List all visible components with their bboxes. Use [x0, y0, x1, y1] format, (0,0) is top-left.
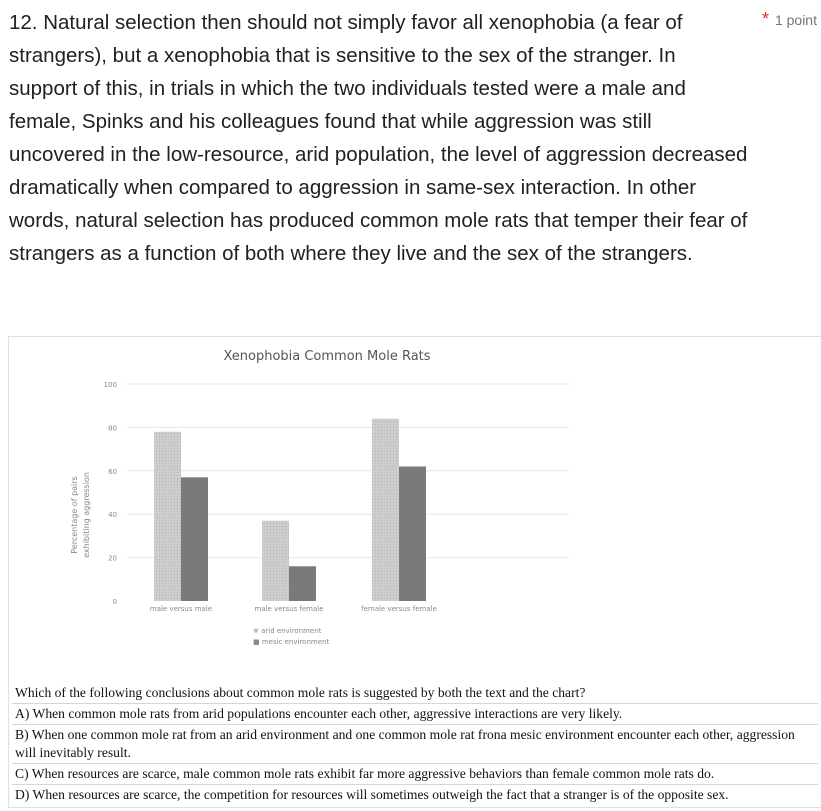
chart-figure [8, 336, 821, 808]
x-tick-label: female versus female [361, 605, 437, 613]
bar-arid-1 [262, 521, 289, 601]
legend-entry-mesic: ■ mesic environment [253, 638, 330, 646]
required-mark: * [761, 9, 769, 29]
y-tick-label: 100 [103, 381, 117, 389]
bar-arid-0 [154, 432, 181, 601]
choice-d[interactable]: D) When resources are scarce, the competition for resources will sometimes outweigh the fact that a stranger is of the opposite sex. [12, 784, 818, 805]
y-tick-label: 0 [112, 598, 117, 606]
prompt-question: Which of the following conclusions about common mole rats is suggested by both the text and the chart? [15, 685, 586, 700]
question-text: 12. Natural selection then should not simply favor all xenophobia (a fear of strangers), but a xenophobia that is sensitive to the sex of the stranger. In support of this, in trials in which the two individuals tested were a male and female, Spinks and his colleagues found that while aggression was still uncovered in the low-resource, arid population, the level of aggression decreased dramatically when compared to aggression in same-sex interaction. In other words, natural selection has produced common mole rats that temper their fear of strangers as a function of both where they live and the sex of the strangers. [9, 11, 748, 265]
y-axis-label-line2: exhibiting aggression [82, 472, 91, 558]
bar-mesic-0 [181, 477, 208, 601]
bar-mesic-2 [399, 466, 426, 601]
y-tick-label: 20 [108, 554, 117, 563]
chart-title: Xenophobia Common Mole Rats [223, 349, 431, 364]
choice-c[interactable]: C) When resources are scarce, male common mole rats exhibit far more aggressive behaviors than female common mole rats do. [12, 763, 818, 784]
points-label [762, 9, 817, 30]
bar-arid-2 [372, 419, 399, 601]
y-axis-label-line1: Percentage of pairs [70, 476, 79, 554]
choice-a[interactable]: A) When common mole rats from arid populations encounter each other, aggressive interactions are very likely. [12, 703, 818, 724]
points-value: 1 point [774, 12, 817, 28]
x-tick-labels [150, 605, 437, 613]
legend-entry-arid: ※ arid environment [253, 627, 322, 635]
bar-mesic-1 [289, 566, 316, 601]
x-tick-label: male versus male [149, 605, 213, 613]
y-tick-labels [104, 381, 117, 606]
legend [253, 627, 329, 646]
y-tick-label: 60 [108, 467, 117, 476]
bars [154, 419, 426, 601]
choices-panel [12, 683, 818, 805]
choice-b[interactable]: B) When one common mole rat from an arid environment and one common mole rat frona mesic environment encounter each other, aggression will inevitably result. [12, 724, 818, 763]
x-tick-label: male versus female [254, 605, 324, 613]
y-tick-label: 40 [108, 511, 117, 520]
y-tick-label: 80 [108, 424, 117, 433]
